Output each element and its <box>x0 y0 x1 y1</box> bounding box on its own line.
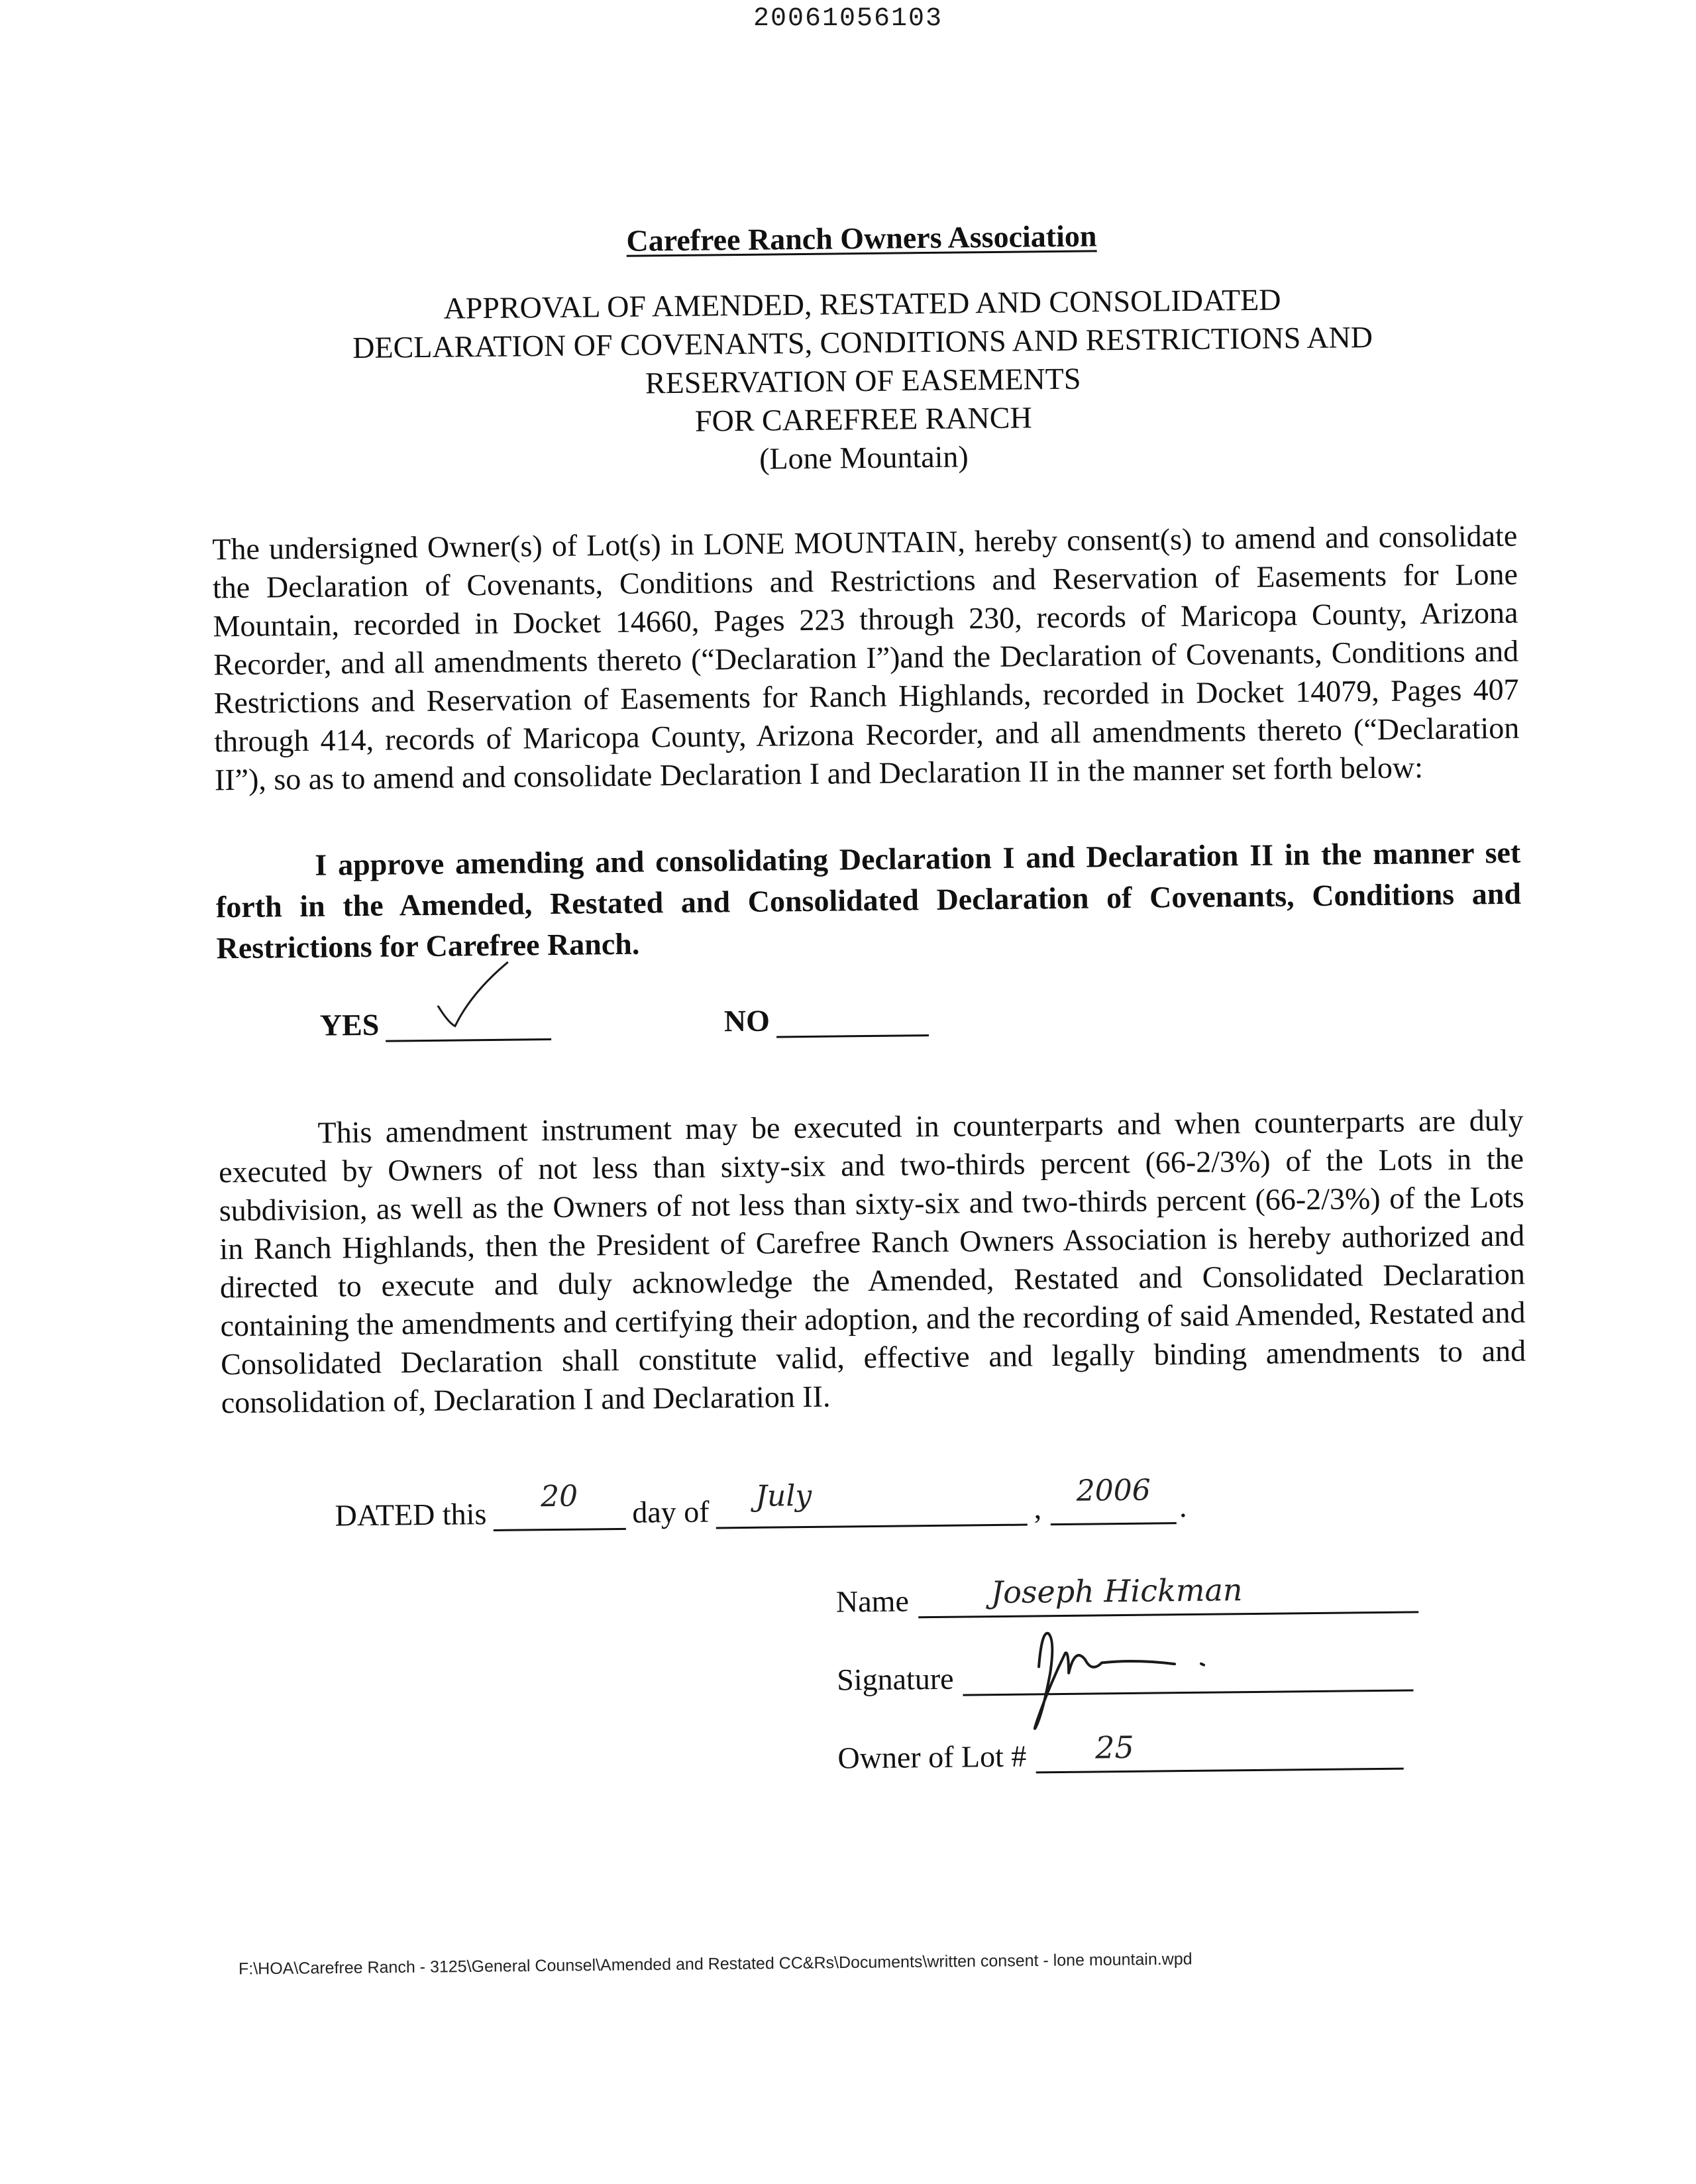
month-value: July <box>755 1478 812 1513</box>
name-label: Name <box>835 1584 910 1619</box>
dated-prefix: DATED this <box>335 1497 487 1533</box>
title-line: APPROVAL OF AMENDED, RESTATED AND CONSOLIDATED <box>443 282 1281 325</box>
day-field[interactable] <box>493 1479 626 1531</box>
year-value: 2006 <box>1076 1473 1151 1508</box>
day-of-label: day of <box>632 1494 710 1529</box>
signature-row <box>836 1612 1529 1698</box>
signature-field[interactable] <box>963 1649 1414 1696</box>
approval-statement: I approve amending and consolidating Declaration I and Declaration II in the manner set forth in the Amended, Restated and Consolidated Declaration of Covenants, Conditions and Restrictions for Carefree Ranch. <box>215 835 1522 965</box>
file-path-footer: F:\HOA\Carefree Ranch - 3125\General Counsel\Amended and Restated CC&Rs\Documents\written consent - lone mountain.wpd <box>238 1949 1192 1979</box>
title-line: RESERVATION OF EASEMENTS <box>645 361 1081 400</box>
consent-paragraph: The undersigned Owner(s) of Lot(s) in LONE MOUNTAIN, hereby consent(s) to amend and consolidate the Declaration of Covenants, Conditions and Restrictions and Reservation of Easements for Lone Mountain, recorded in Docket 14660, Pages 223 through 230, records of Maricopa County, Arizona Recorder, and all amendments thereto (“Declaration I”)and the Declaration of Covenants, Conditions and Restrictions and Reservation of Easements for Ranch Highlands, recorded in Docket 14079, Pages 407 through 414, records of Maricopa County, Arizona Recorder, and all amendments thereto (“Declaration II”), so as to amend and consolidate Declaration I and Declaration II in the manner set forth below: <box>212 518 1520 797</box>
title-subtitle: (Lone Mountain) <box>759 439 969 476</box>
yes-blank[interactable] <box>386 1005 552 1042</box>
name-field[interactable] <box>918 1571 1418 1618</box>
document-number: 20061056103 <box>753 4 943 34</box>
no-label: NO <box>723 1003 770 1038</box>
document-title <box>209 278 1516 484</box>
lot-field[interactable] <box>1035 1728 1404 1774</box>
organization-title <box>209 212 1514 266</box>
title-line: DECLARATION OF COVENANTS, CONDITIONS AND RESTRICTIONS AND <box>352 319 1373 365</box>
counterparts-paragraph: This amendment instrument may be executed in counterparts and when counterparts are duly executed by Owners of not less than sixty-six and two-thirds percent (66-2/3%) of the Lots in the subdivision, as well as the Owners of not less than sixty-six and two-thirds percent (66-2/3%) of the Lots in Ranch Highlands, then the President of Carefree Ranch Owners Association is hereby authorized and directed to execute and duly acknowledge the Amended, Restated and Consolidated Declaration containing the amendments and certifying their adoption, and the recording of said Amended, Restated and Consolidated Declaration shall constitute valid, effective and legally binding amendments to and consolidation of, Declaration I and Declaration II. <box>218 1103 1526 1420</box>
signature-label: Signature <box>836 1661 954 1697</box>
vote-yes[interactable] <box>320 1005 552 1043</box>
yes-label: YES <box>319 1007 380 1042</box>
name-row <box>835 1534 1528 1619</box>
document-page <box>209 212 1530 1782</box>
organization-name: Carefree Ranch Owners Association <box>626 219 1097 258</box>
dated-line <box>335 1473 1528 1533</box>
lot-value: 25 <box>1094 1729 1135 1766</box>
day-value: 20 <box>540 1479 578 1514</box>
name-value: Joseph Hickman <box>990 1572 1243 1611</box>
title-line: FOR CAREFREE RANCH <box>694 400 1032 438</box>
month-field[interactable] <box>716 1478 1028 1529</box>
checkmark-icon <box>425 959 518 1040</box>
vote-no[interactable] <box>724 1001 929 1038</box>
handwritten-signature <box>1002 1625 1242 1733</box>
vote-row <box>217 969 1522 1056</box>
year-field[interactable] <box>1051 1473 1177 1525</box>
no-blank[interactable] <box>776 1001 929 1038</box>
date-comma: , <box>1034 1491 1042 1525</box>
signature-block <box>835 1534 1530 1776</box>
date-period: . <box>1179 1490 1187 1524</box>
lot-label: Owner of Lot # <box>837 1739 1027 1775</box>
